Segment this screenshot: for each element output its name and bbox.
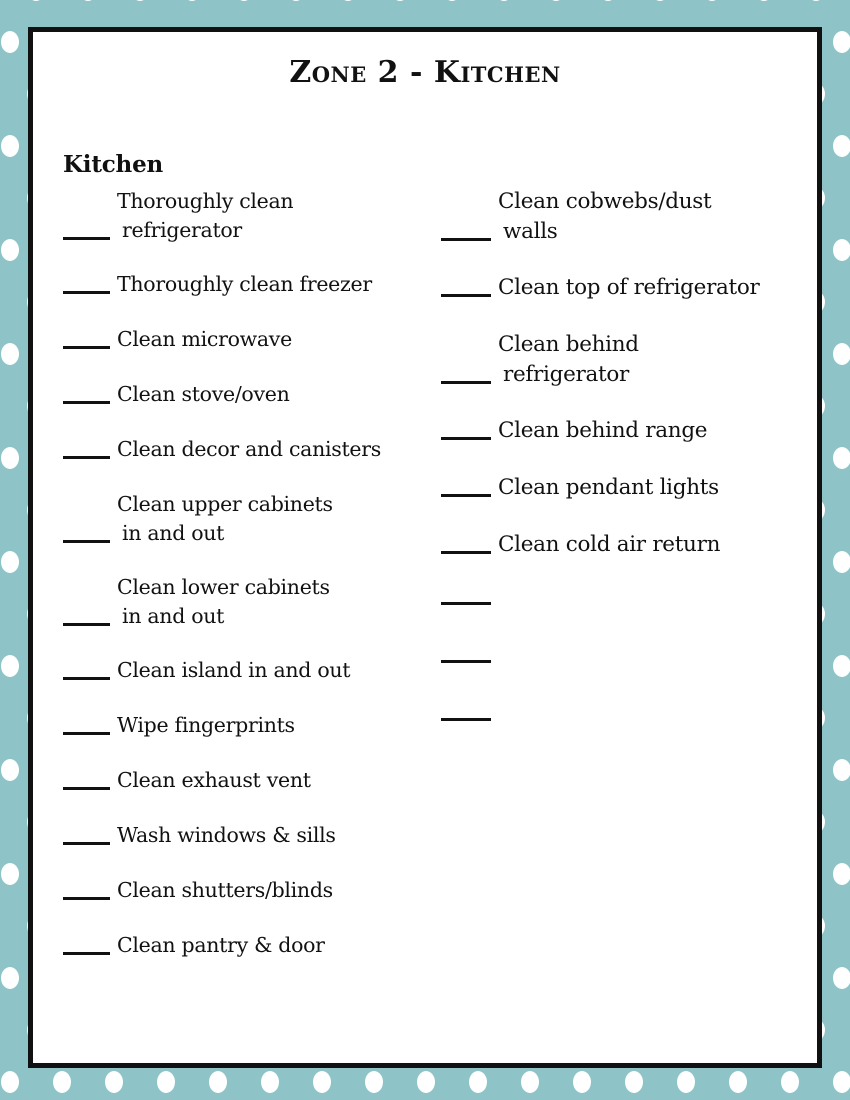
- checklist-item-label-continuation: refrigerator: [122, 218, 242, 242]
- polka-dot: [183, 0, 201, 1]
- checkbox-blank-line[interactable]: [63, 291, 110, 294]
- polka-dot: [833, 31, 850, 53]
- checklist-item-row: [441, 473, 801, 503]
- checkbox-blank-line[interactable]: [63, 952, 110, 955]
- polka-dot: [573, 1071, 591, 1093]
- polka-dot: [1, 135, 19, 157]
- checklist-item-label-continuation: in and out: [122, 604, 225, 628]
- checklist-item-row: [63, 656, 433, 685]
- checklist-item[interactable]: [63, 380, 433, 409]
- checklist-item-row: [63, 490, 433, 548]
- checklist-item-row: [441, 645, 801, 669]
- checklist-item-label: Clean behind range: [498, 418, 708, 443]
- polka-dot: [547, 0, 565, 1]
- checklist-item-label: Clean behind refrigerator: [498, 330, 801, 390]
- polka-dot: [391, 0, 409, 1]
- checklist-item[interactable]: [63, 711, 433, 740]
- polka-dot: [833, 135, 850, 157]
- checkbox-blank-line[interactable]: [63, 842, 110, 845]
- polka-dot: [287, 0, 305, 1]
- polka-dot: [53, 1071, 71, 1093]
- checklist-item-row: [63, 711, 433, 740]
- polka-dot: [833, 863, 850, 885]
- checklist-item-label: Clean top of refrigerator: [498, 275, 760, 300]
- checklist-item-label: Thoroughly clean refrigerator: [117, 187, 433, 245]
- checklist-item-label: [498, 587, 801, 611]
- polka-dot: [79, 0, 97, 1]
- checkbox-blank-line[interactable]: [63, 346, 110, 349]
- checklist-item-label: Clean stove/oven: [117, 382, 290, 406]
- checklist-item-row: [441, 416, 801, 446]
- checkbox-blank-line[interactable]: [63, 623, 110, 626]
- polka-dot: [599, 0, 617, 1]
- checklist-item-label-continuation: refrigerator: [503, 362, 629, 387]
- checklist-item-label: [498, 703, 801, 727]
- polka-dot: [157, 1071, 175, 1093]
- polka-dot: [209, 1071, 227, 1093]
- checklist-item-label: Clean decor and canisters: [117, 437, 381, 461]
- checklist-item-row: [441, 187, 801, 247]
- polka-dot: [261, 1071, 279, 1093]
- checklist-item[interactable]: [63, 931, 433, 960]
- checklist-item-row: [63, 766, 433, 795]
- checkbox-blank-line[interactable]: [441, 718, 491, 721]
- polka-dot: [1, 447, 19, 469]
- polka-dot: [131, 0, 149, 1]
- page-title: Zone 2 - Kitchen: [289, 55, 561, 90]
- polka-dot: [755, 0, 773, 1]
- checklist-item-row: [63, 821, 433, 850]
- checklist-item-row: [441, 587, 801, 611]
- checklist-item-label: [498, 645, 801, 669]
- polka-dot: [703, 0, 721, 1]
- checkbox-blank-line[interactable]: [63, 732, 110, 735]
- polka-dot: [781, 1071, 799, 1093]
- checklist-item[interactable]: [63, 325, 433, 354]
- checklist-item[interactable]: [441, 330, 801, 390]
- polka-dot: [1, 967, 19, 989]
- checkbox-blank-line[interactable]: [441, 238, 491, 241]
- checkbox-blank-line[interactable]: [63, 456, 110, 459]
- checklist-item-label: Clean pantry & door: [117, 933, 325, 957]
- worksheet-card: [28, 27, 822, 1068]
- checklist-item-label: Clean cold air return: [498, 532, 721, 557]
- checklist-item[interactable]: [441, 587, 801, 611]
- checklist-item-label: Clean island in and out: [117, 658, 351, 682]
- checkbox-blank-line[interactable]: [63, 787, 110, 790]
- polka-dot: [105, 1071, 123, 1093]
- checklist-item[interactable]: [441, 703, 801, 727]
- checklist-item[interactable]: [63, 766, 433, 795]
- polka-dot: [833, 655, 850, 677]
- polka-dot: [1, 655, 19, 677]
- polka-dot: [833, 759, 850, 781]
- checkbox-blank-line[interactable]: [441, 602, 491, 605]
- checklist-item-row: [63, 270, 433, 299]
- polka-dot: [833, 551, 850, 573]
- checklist-item[interactable]: [441, 416, 801, 446]
- checklist-item-row: [63, 931, 433, 960]
- checklist-item[interactable]: [441, 187, 801, 247]
- polka-dot: [1, 863, 19, 885]
- polka-dot: [625, 1071, 643, 1093]
- checklist-item[interactable]: [63, 270, 433, 299]
- checklist-item-label: Clean microwave: [117, 327, 292, 351]
- checkbox-blank-line[interactable]: [441, 294, 491, 297]
- polka-dot: [1, 1071, 19, 1093]
- polka-dot: [833, 1071, 850, 1093]
- checklist-item[interactable]: [63, 821, 433, 850]
- checkbox-blank-line[interactable]: [63, 540, 110, 543]
- polka-dot: [1, 759, 19, 781]
- checklist-item-row: [63, 435, 433, 464]
- checklist-item-label: Clean pendant lights: [498, 475, 719, 500]
- checkbox-blank-line[interactable]: [441, 381, 491, 384]
- checklist-item-label: Clean cobwebs/dust walls: [498, 187, 801, 247]
- checkbox-blank-line[interactable]: [63, 401, 110, 404]
- checklist-item[interactable]: [441, 473, 801, 503]
- checklist-item-label: Clean exhaust vent: [117, 768, 311, 792]
- checkbox-blank-line[interactable]: [441, 660, 491, 663]
- checklist-item-row: [63, 325, 433, 354]
- checkbox-blank-line[interactable]: [441, 551, 491, 554]
- checklist-item-label-continuation: walls: [503, 219, 558, 244]
- polka-dot: [1, 31, 19, 53]
- polka-dot: [495, 0, 513, 1]
- checklist-item[interactable]: [63, 435, 433, 464]
- polka-dot: [833, 447, 850, 469]
- checklist-item-label-continuation: in and out: [122, 521, 225, 545]
- checklist-item-row: [63, 573, 433, 631]
- checklist-item-label: Wash windows & sills: [117, 823, 336, 847]
- checklist-item-label: Wipe fingerprints: [117, 713, 295, 737]
- polka-dot: [1, 239, 19, 261]
- polka-dot: [833, 967, 850, 989]
- checkbox-blank-line[interactable]: [63, 237, 110, 240]
- checklist-item-label: Clean upper cabinets in and out: [117, 490, 433, 548]
- checklist-item-row: [441, 330, 801, 390]
- checkbox-blank-line[interactable]: [441, 437, 491, 440]
- worksheet-content: [33, 32, 817, 1063]
- polka-dot: [443, 0, 461, 1]
- checklist-item-row: [441, 273, 801, 303]
- polka-dot: [729, 1071, 747, 1093]
- checkbox-blank-line[interactable]: [63, 897, 110, 900]
- polka-dot: [365, 1071, 383, 1093]
- polka-dot: [1, 343, 19, 365]
- section-heading: Kitchen: [63, 151, 164, 178]
- checklist-column-right: [441, 187, 801, 761]
- checklist-item-label: Clean lower cabinets in and out: [117, 573, 433, 631]
- polka-dot: [1, 551, 19, 573]
- polka-dot: [807, 0, 825, 1]
- checklist-item-label: Clean shutters/blinds: [117, 878, 333, 902]
- checklist-item-row: [63, 876, 433, 905]
- checkbox-blank-line[interactable]: [441, 494, 491, 497]
- checklist-item[interactable]: [441, 273, 801, 303]
- polka-dot: [833, 343, 850, 365]
- checklist-item-row: [441, 530, 801, 560]
- checklist-item[interactable]: [63, 490, 433, 548]
- polka-dot: [27, 0, 45, 1]
- checklist-item[interactable]: [63, 187, 433, 245]
- checklist-item-label: Thoroughly clean freezer: [117, 272, 372, 296]
- checklist-item[interactable]: [63, 573, 433, 631]
- polka-dot: [833, 239, 850, 261]
- checklist-item-row: [63, 380, 433, 409]
- polka-dot: [677, 1071, 695, 1093]
- checklist-item[interactable]: [441, 645, 801, 669]
- polka-dot: [235, 0, 253, 1]
- checklist-item-row: [441, 703, 801, 727]
- polka-dot: [469, 1071, 487, 1093]
- polka-dot: [521, 1071, 539, 1093]
- checklist-item-row: [63, 187, 433, 245]
- checklist-column-left: [63, 187, 433, 986]
- checklist-item[interactable]: [63, 876, 433, 905]
- checklist-item[interactable]: [63, 656, 433, 685]
- polka-dot: [313, 1071, 331, 1093]
- polka-dot: [417, 1071, 435, 1093]
- checkbox-blank-line[interactable]: [63, 677, 110, 680]
- polka-dot: [651, 0, 669, 1]
- checklist-item[interactable]: [441, 530, 801, 560]
- polka-dot: [339, 0, 357, 1]
